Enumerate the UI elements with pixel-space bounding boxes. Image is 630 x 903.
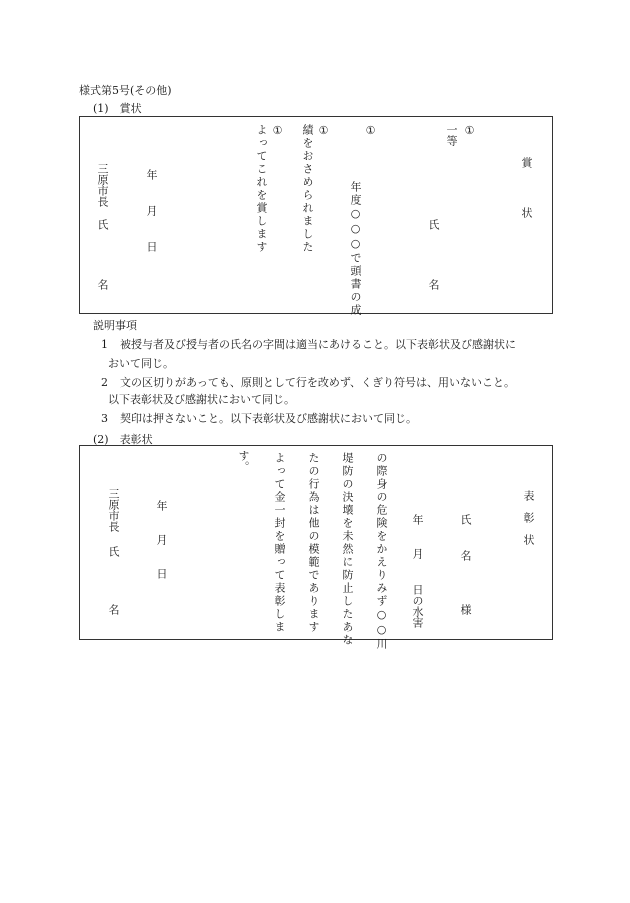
commendation-date-day: 日 xyxy=(155,568,168,579)
award-date-month: 月 xyxy=(145,205,158,216)
award-col2-text: 年度○○○で頭書の成 xyxy=(349,181,362,317)
award-name-shi: 氏 xyxy=(427,219,440,230)
explanation-item-1-num: 1 xyxy=(101,338,108,351)
award-col1-text: 一等 xyxy=(445,124,458,146)
commendation-col-d: たの行為は他の模範であります xyxy=(307,452,320,634)
commendation-col-c: 堤防の決壊を未然に防止したあな xyxy=(341,452,354,647)
award-mayor-shi: 氏 xyxy=(96,219,109,230)
award-col4-text: よってこれを賞します xyxy=(255,124,268,254)
commendation-mayor-shi: 氏 xyxy=(107,546,120,557)
commendation-date-month: 月 xyxy=(155,534,168,545)
section2-label: (2) 表彰状 xyxy=(93,433,153,446)
commendation-title: 表彰状 xyxy=(522,490,535,556)
explanation-heading: 説明事項 xyxy=(93,319,137,332)
commendation-name-mei: 名 xyxy=(459,550,472,561)
commendation-mayor-title: 三原市長 xyxy=(107,488,120,532)
commendation-col-a-month: 月 xyxy=(411,548,424,559)
award-col3-num: ① xyxy=(317,124,330,137)
award-col3-text: 績をおさめられました xyxy=(301,124,314,254)
award-name-mei: 名 xyxy=(427,279,440,290)
commendation-name-sama: 様 xyxy=(459,604,472,615)
explanation-item-1-line1: 被授与者及び授与者の氏名の字間は適当にあけること。以下表彰状及び感謝状に xyxy=(120,338,516,351)
award-col1-num: ① xyxy=(463,124,476,137)
award-col4-num: ① xyxy=(271,124,284,137)
commendation-certificate-box xyxy=(79,445,553,651)
commendation-date-year: 年 xyxy=(155,500,168,511)
award-title: 賞 状 xyxy=(520,157,533,232)
award-date-year: 年 xyxy=(145,169,158,180)
commendation-mayor-mei: 名 xyxy=(107,604,120,615)
explanation-item-2-line1: 文の区切りがあっても、原則として行を改めず、くぎり符号は、用いないこと。 xyxy=(120,376,516,389)
explanation-item-3-line1: 契印は押さないこと。以下表彰状及び感謝状において同じ。 xyxy=(120,412,417,425)
section1-label: (1) 賞状 xyxy=(93,102,142,115)
explanation-item-2-line2: 以下表彰状及び感謝状において同じ。 xyxy=(108,393,295,406)
award-certificate-box xyxy=(79,116,553,317)
commendation-col-a-day: 日の水害 xyxy=(411,584,424,628)
award-col2-num: ① xyxy=(364,124,377,137)
commendation-col-b: の際身の危険をかえりみず○○川 xyxy=(375,452,388,651)
explanation-item-1-line2: おいて同じ。 xyxy=(108,357,174,370)
commendation-col-a-year: 年 xyxy=(411,514,424,525)
award-mayor-title: 三原市長 xyxy=(96,163,109,207)
commendation-col-f: す。 xyxy=(237,450,250,472)
form-title: 様式第5号(その他) xyxy=(79,84,172,97)
explanation-item-2-num: 2 xyxy=(101,376,108,389)
award-mayor-mei: 名 xyxy=(96,279,109,290)
commendation-col-e: よって金一封を贈って表彰しま xyxy=(273,452,286,634)
commendation-name-shi: 氏 xyxy=(459,514,472,525)
explanation-item-3-num: 3 xyxy=(101,412,108,425)
award-date-day: 日 xyxy=(145,241,158,252)
